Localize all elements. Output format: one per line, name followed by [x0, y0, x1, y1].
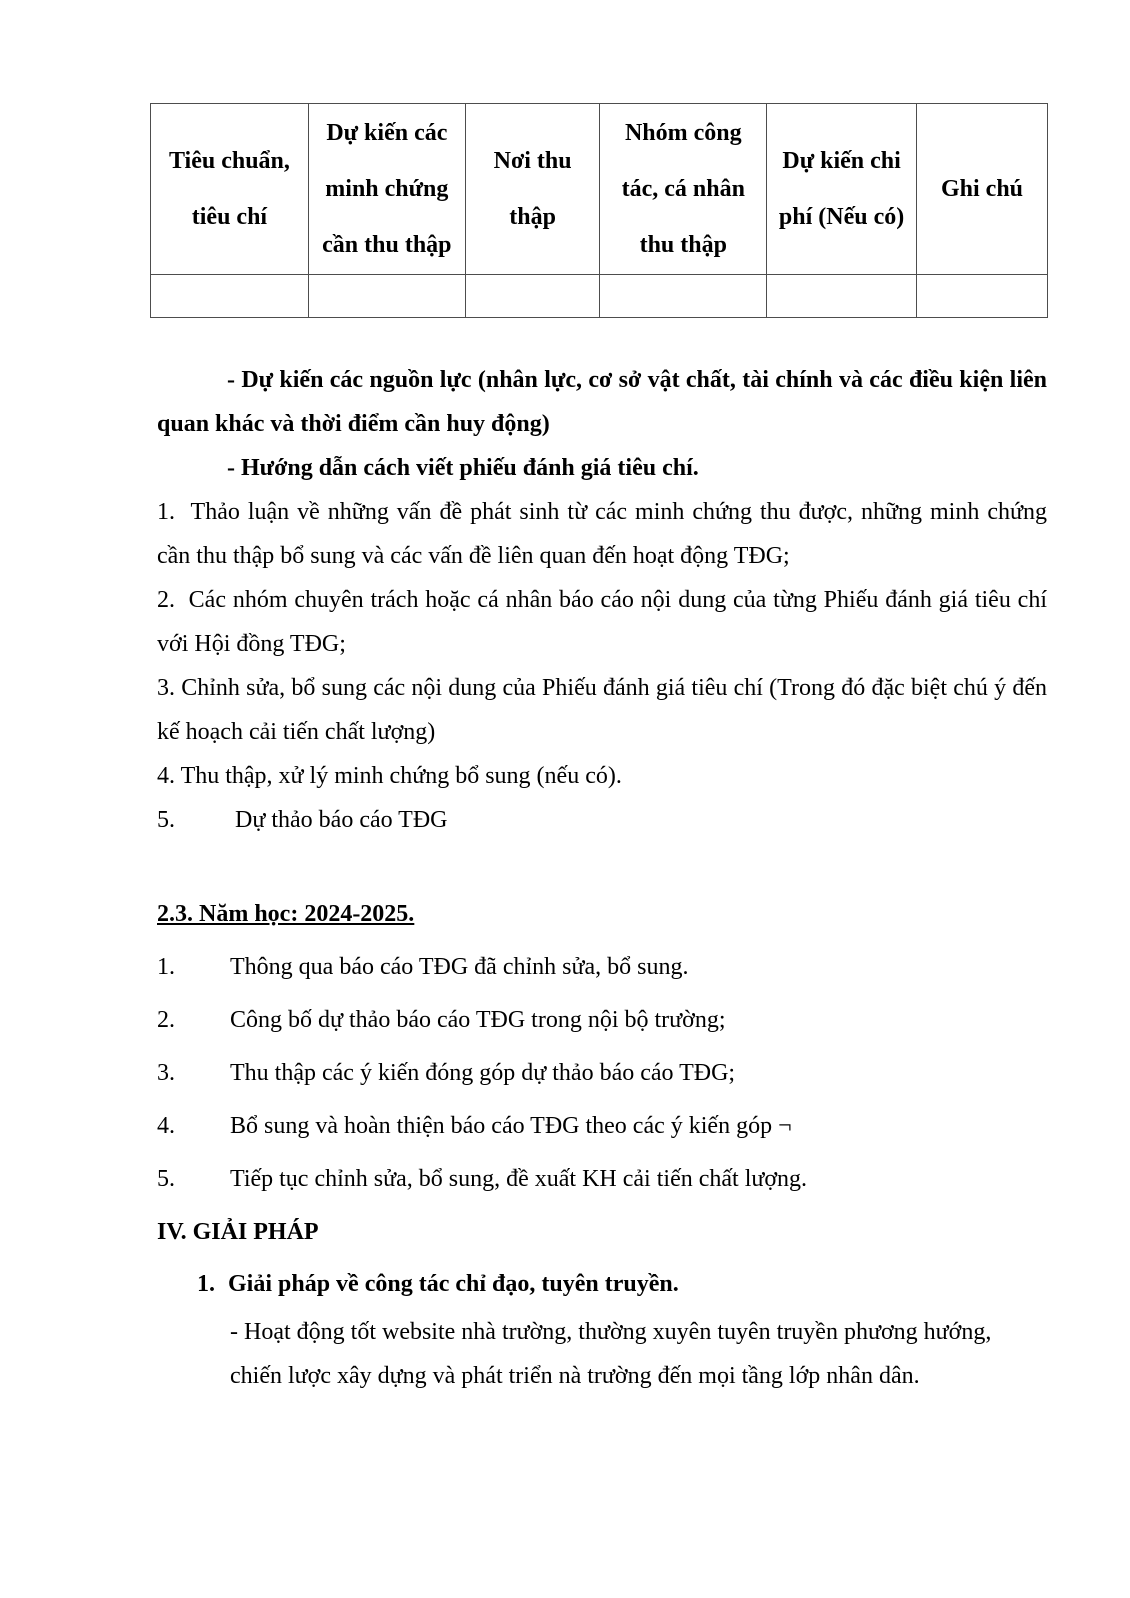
list-number: 5.	[157, 1166, 175, 1192]
table-header-noi-thu-thap: Nơi thu thập	[465, 104, 600, 275]
table-empty-cell	[767, 275, 917, 318]
table-header-nhom-cong-tac: Nhóm công tác, cá nhân thu thập	[600, 104, 767, 275]
list-number: 1.	[157, 954, 175, 980]
list-item-phase2-5: 5. Dự thảo báo cáo TĐG	[157, 807, 448, 833]
list-text: Tiếp tục chỉnh sửa, bổ sung, đề xuất KH cải tiến chất lượng.	[230, 1166, 808, 1192]
list-item-year3-1	[157, 945, 1047, 989]
list-text: Thu thập các ý kiến đóng góp dự thảo báo cáo TĐG;	[230, 1060, 736, 1086]
heading-school-year-2024-2025: 2.3. Năm học: 2024-2025.	[157, 901, 415, 927]
list-item-phase2-3: 3. Chỉnh sửa, bổ sung các nội dung của Phiếu đánh giá tiêu chí (Trong đó đặc biệt chú ý đến kế hoạch cải tiến chất lượng)	[157, 675, 1047, 745]
list-item-year3-5	[157, 1157, 1047, 1201]
table-header-minh-chung: Dự kiến các minh chứng cần thu thập	[308, 104, 465, 275]
table-empty-cell	[465, 275, 600, 318]
para-website: - Hoạt động tốt website nhà trường, thường xuyên tuyên truyền phương hướng, chiến lược xây dựng và phát triển nà trường đến mọi tầng lớp nhân dân.	[230, 1319, 992, 1389]
table-empty-cell	[917, 275, 1048, 318]
list-number: 4.	[157, 1113, 175, 1139]
list-item-phase2-1: 1. Thảo luận về những vấn đề phát sinh từ các minh chứng thu được, những minh chứng cần thu thập bổ sung và các vấn đề liên quan đến hoạt động TĐG;	[157, 499, 1047, 569]
table-header-ghi-chu: Ghi chú	[917, 104, 1048, 275]
table-empty-cell	[600, 275, 767, 318]
list-number: 3.	[157, 1060, 175, 1086]
heading-giai-phap: IV. GIẢI PHÁP	[157, 1219, 319, 1245]
list-item-year3-2	[157, 998, 1047, 1042]
evidence-plan-table	[150, 103, 1048, 318]
list-item-year3-4	[157, 1104, 1047, 1148]
table-empty-cell	[308, 275, 465, 318]
list-item-year3-3	[157, 1051, 1047, 1095]
list-text: Công bố dự thảo báo cáo TĐG trong nội bộ trường;	[230, 1007, 726, 1033]
subheading-giai-phap-1	[157, 1262, 1047, 1306]
list-text: Bổ sung và hoàn thiện báo cáo TĐG theo các ý kiến góp ¬	[230, 1113, 792, 1139]
para-guide: - Hướng dẫn cách viết phiếu đánh giá tiêu chí.	[227, 455, 699, 481]
para-resources: - Dự kiến các nguồn lực (nhân lực, cơ sở vật chất, tài chính và các điều kiện liên quan khác và thời điểm cần huy động)	[157, 367, 1047, 437]
subheading-text: Giải pháp về công tác chỉ đạo, tuyên truyền.	[228, 1271, 679, 1297]
table-header-chi-phi: Dự kiến chi phí (Nếu có)	[767, 104, 917, 275]
table-header-row	[151, 104, 1048, 275]
list-item-phase2-4: 4. Thu thập, xử lý minh chứng bổ sung (nếu có).	[157, 763, 622, 789]
list-text: Thông qua báo cáo TĐG đã chỉnh sửa, bổ sung.	[230, 954, 689, 980]
table-header-tieu-chuan: Tiêu chuẩn, tiêu chí	[151, 104, 309, 275]
list-number: 2.	[157, 1007, 175, 1033]
list-number: 1.	[197, 1271, 215, 1297]
table-empty-cell	[151, 275, 309, 318]
table-empty-row	[151, 275, 1048, 318]
list-item-phase2-2: 2. Các nhóm chuyên trách hoặc cá nhân báo cáo nội dung của từng Phiếu đánh giá tiêu chí với Hội đồng TĐG;	[157, 587, 1047, 657]
